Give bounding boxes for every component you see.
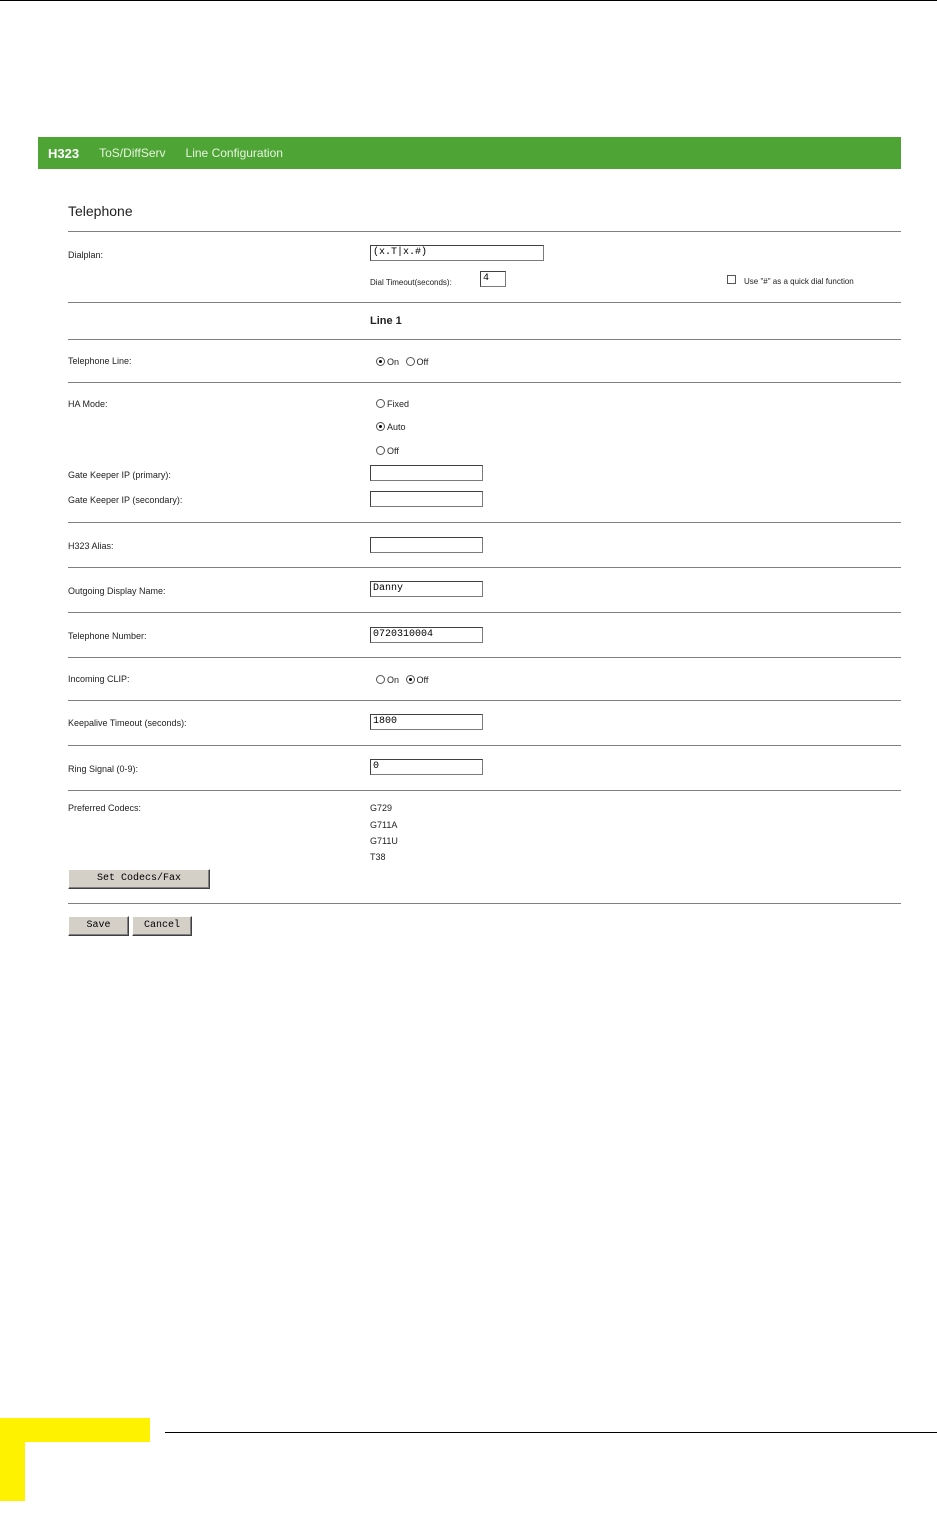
divider	[68, 382, 901, 383]
telephone-number-input[interactable]: 0720310004	[370, 627, 483, 643]
telephone-line-on-label: On	[387, 356, 400, 367]
incoming-clip-off-radio[interactable]	[406, 675, 415, 684]
ha-mode-fixed-label: Fixed	[387, 398, 410, 409]
ha-mode-label: HA Mode:	[68, 399, 108, 409]
divider	[68, 790, 901, 791]
telephone-number-label: Telephone Number:	[68, 631, 147, 641]
telephone-line-label: Telephone Line:	[68, 356, 132, 366]
ha-mode-off	[376, 445, 403, 456]
telephone-line-on-radio[interactable]	[376, 357, 385, 366]
incoming-clip-label: Incoming CLIP:	[68, 674, 130, 684]
divider	[68, 339, 901, 340]
ring-signal-input[interactable]: 0	[370, 759, 483, 775]
keepalive-label: Keepalive Timeout (seconds):	[68, 718, 187, 728]
gatekeeper-secondary-label: Gate Keeper IP (secondary):	[68, 495, 183, 505]
ha-mode-fixed-radio[interactable]	[376, 399, 385, 408]
divider	[68, 700, 901, 701]
save-button[interactable]: Save	[68, 916, 129, 936]
codec-item: T38	[370, 852, 386, 862]
codec-item: G729	[370, 803, 393, 813]
dialplan-input[interactable]: (x.T|x.#)	[370, 245, 544, 261]
codec-item: G711U	[370, 836, 398, 846]
telephone-line-radios	[376, 356, 432, 367]
footer-accent-bar	[0, 1418, 25, 1501]
divider	[68, 231, 901, 232]
ha-mode-fixed	[376, 398, 413, 409]
page-title: Telephone	[68, 203, 133, 219]
h323-alias-label: H323 Alias:	[68, 541, 114, 551]
divider	[68, 612, 901, 613]
ring-signal-label: Ring Signal (0-9):	[68, 764, 139, 774]
divider	[68, 567, 901, 568]
cancel-button[interactable]: Cancel	[132, 916, 192, 936]
quick-dial-label: Use "#" as a quick dial function	[744, 277, 854, 286]
codec-item: G711A	[370, 820, 398, 830]
dial-timeout-input[interactable]: 4	[480, 271, 506, 287]
incoming-clip-off-label: Off	[416, 674, 429, 685]
h323-alias-input[interactable]	[370, 537, 483, 553]
dial-timeout-label: Dial Timeout(seconds):	[370, 278, 452, 287]
incoming-clip-on-radio[interactable]	[376, 675, 385, 684]
top-rule	[0, 0, 937, 1]
ha-mode-auto-radio[interactable]	[376, 422, 385, 431]
divider	[68, 745, 901, 746]
quick-dial-checkbox[interactable]	[727, 275, 736, 284]
tab-h323[interactable]: H323	[48, 145, 80, 161]
incoming-clip-radios	[376, 674, 432, 685]
keepalive-input[interactable]: 1800	[370, 714, 483, 730]
codecs-label: Preferred Codecs:	[68, 803, 142, 813]
gatekeeper-primary-input[interactable]	[370, 465, 483, 481]
divider	[68, 903, 901, 904]
incoming-clip-on-label: On	[387, 674, 400, 685]
telephone-line-off-label: Off	[416, 356, 429, 367]
gatekeeper-secondary-input[interactable]	[370, 491, 483, 507]
display-name-label: Outgoing Display Name:	[68, 586, 166, 596]
divider	[68, 522, 901, 523]
divider	[68, 657, 901, 658]
divider	[68, 302, 901, 303]
ha-mode-off-label: Off	[387, 445, 399, 456]
nav-bar	[38, 137, 901, 169]
line-header: Line 1	[370, 315, 402, 327]
tab-tos-diffserv[interactable]: ToS/DiffServ	[99, 146, 166, 160]
ha-mode-auto-label: Auto	[387, 421, 406, 432]
ha-mode-off-radio[interactable]	[376, 446, 385, 455]
dialplan-label: Dialplan:	[68, 250, 104, 260]
set-codecs-fax-button[interactable]: Set Codecs/Fax	[68, 869, 210, 889]
footer-rule	[165, 1432, 937, 1433]
tab-line-configuration[interactable]: Line Configuration	[185, 146, 283, 160]
telephone-line-off-radio[interactable]	[406, 357, 415, 366]
display-name-input[interactable]: Danny	[370, 581, 483, 597]
ha-mode-auto	[376, 421, 410, 432]
gatekeeper-primary-label: Gate Keeper IP (primary):	[68, 470, 171, 480]
